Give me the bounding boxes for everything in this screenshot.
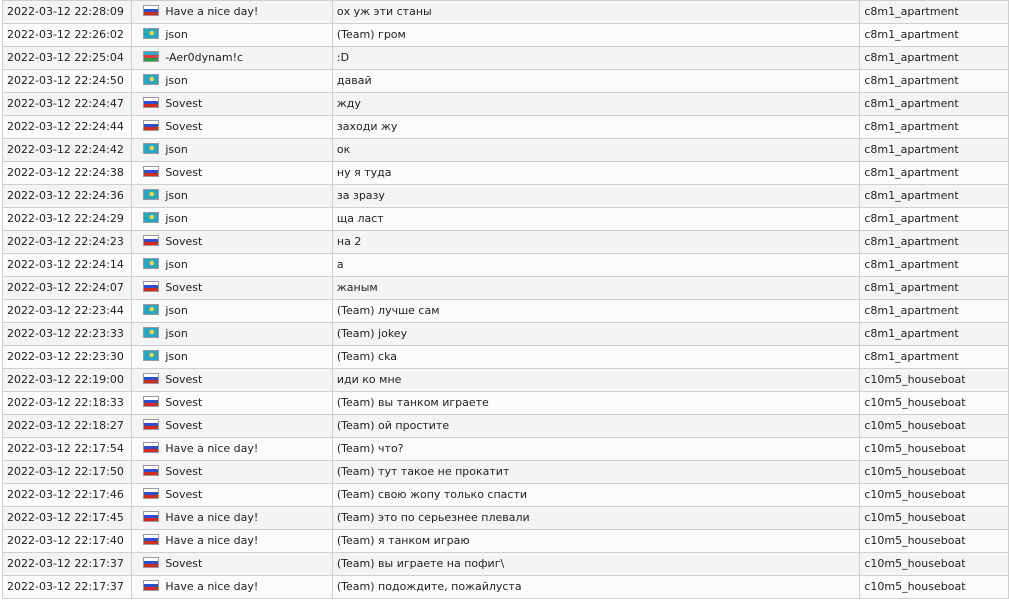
player-cell [132, 461, 333, 484]
timestamp-cell: 2022-03-12 22:19:00 [3, 369, 132, 392]
player-cell [132, 254, 333, 277]
table-row [3, 116, 1009, 139]
map-cell: c8m1_apartment [860, 185, 1009, 208]
russia-flag-icon [143, 5, 159, 16]
message-cell: ох уж эти станы [332, 1, 859, 24]
map-cell: c8m1_apartment [860, 208, 1009, 231]
table-row [3, 185, 1009, 208]
message-cell: (Team) тут такое не прокатит [332, 461, 859, 484]
russia-flag-icon [143, 511, 159, 522]
map-cell: c8m1_apartment [860, 300, 1009, 323]
timestamp-cell: 2022-03-12 22:23:33 [3, 323, 132, 346]
player-cell [132, 1, 333, 24]
player-name-link[interactable]: Have a nice day! [165, 534, 259, 547]
table-row [3, 507, 1009, 530]
timestamp-cell: 2022-03-12 22:25:04 [3, 47, 132, 70]
player-name-link[interactable]: Have a nice day! [165, 580, 259, 593]
russia-flag-icon [143, 442, 159, 453]
table-row [3, 1, 1009, 24]
table-row [3, 139, 1009, 162]
player-name-link[interactable]: json [165, 143, 188, 156]
player-cell [132, 438, 333, 461]
message-cell: за зразу [332, 185, 859, 208]
russia-flag-icon [143, 534, 159, 545]
kazakhstan-flag-icon [143, 28, 159, 39]
timestamp-cell: 2022-03-12 22:24:29 [3, 208, 132, 231]
kazakhstan-flag-icon [143, 327, 159, 338]
table-row [3, 162, 1009, 185]
russia-flag-icon [143, 488, 159, 499]
player-name-link[interactable]: Sovest [165, 235, 203, 248]
russia-flag-icon [143, 235, 159, 246]
player-cell [132, 116, 333, 139]
player-name-link[interactable]: json [165, 28, 188, 41]
player-cell [132, 415, 333, 438]
azerbaijan-flag-icon [143, 51, 159, 62]
map-cell: c8m1_apartment [860, 70, 1009, 93]
chat-log-table [2, 0, 1009, 599]
kazakhstan-flag-icon [143, 143, 159, 154]
player-name-link[interactable]: Have a nice day! [165, 442, 259, 455]
map-cell: c10m5_houseboat [860, 530, 1009, 553]
message-cell: (Team) гром [332, 24, 859, 47]
message-cell: (Team) это по серьезнее плевали [332, 507, 859, 530]
message-cell: (Team) вы играете на пофиг\ [332, 553, 859, 576]
player-name-link[interactable]: Sovest [165, 373, 203, 386]
russia-flag-icon [143, 120, 159, 131]
map-cell: c10m5_houseboat [860, 415, 1009, 438]
russia-flag-icon [143, 557, 159, 568]
player-cell [132, 70, 333, 93]
map-cell: c8m1_apartment [860, 323, 1009, 346]
russia-flag-icon [143, 281, 159, 292]
timestamp-cell: 2022-03-12 22:24:38 [3, 162, 132, 185]
timestamp-cell: 2022-03-12 22:24:42 [3, 139, 132, 162]
timestamp-cell: 2022-03-12 22:24:44 [3, 116, 132, 139]
message-cell: жду [332, 93, 859, 116]
player-name-link[interactable]: Sovest [165, 166, 203, 179]
map-cell: c10m5_houseboat [860, 484, 1009, 507]
map-cell: c8m1_apartment [860, 1, 1009, 24]
map-cell: c8m1_apartment [860, 47, 1009, 70]
timestamp-cell: 2022-03-12 22:24:07 [3, 277, 132, 300]
table-row [3, 24, 1009, 47]
kazakhstan-flag-icon [143, 258, 159, 269]
russia-flag-icon [143, 580, 159, 591]
message-cell: (Team) свою жопу только спасти [332, 484, 859, 507]
timestamp-cell: 2022-03-12 22:23:44 [3, 300, 132, 323]
kazakhstan-flag-icon [143, 350, 159, 361]
russia-flag-icon [143, 373, 159, 384]
message-cell: иди ко мне [332, 369, 859, 392]
player-name-link[interactable]: Sovest [165, 419, 203, 432]
player-name-link[interactable]: json [165, 327, 188, 340]
player-cell [132, 139, 333, 162]
timestamp-cell: 2022-03-12 22:24:50 [3, 70, 132, 93]
timestamp-cell: 2022-03-12 22:17:37 [3, 576, 132, 599]
russia-flag-icon [143, 419, 159, 430]
player-name-link[interactable]: json [165, 189, 188, 202]
kazakhstan-flag-icon [143, 304, 159, 315]
table-row [3, 346, 1009, 369]
russia-flag-icon [143, 465, 159, 476]
player-cell [132, 576, 333, 599]
message-cell: (Team) что? [332, 438, 859, 461]
player-cell [132, 530, 333, 553]
table-row [3, 47, 1009, 70]
player-name-link[interactable]: json [165, 74, 188, 87]
timestamp-cell: 2022-03-12 22:17:54 [3, 438, 132, 461]
chat-log-body [3, 1, 1009, 599]
map-cell: c8m1_apartment [860, 254, 1009, 277]
map-cell: c8m1_apartment [860, 346, 1009, 369]
table-row [3, 323, 1009, 346]
message-cell: давай [332, 70, 859, 93]
player-name-link[interactable]: Sovest [165, 557, 203, 570]
table-row [3, 277, 1009, 300]
player-name-link[interactable]: -Aer0dynam!c [165, 51, 244, 64]
message-cell: :D [332, 47, 859, 70]
timestamp-cell: 2022-03-12 22:18:33 [3, 392, 132, 415]
message-cell: ну я туда [332, 162, 859, 185]
player-cell [132, 323, 333, 346]
kazakhstan-flag-icon [143, 189, 159, 200]
message-cell: (Team) ой простите [332, 415, 859, 438]
player-cell [132, 392, 333, 415]
table-row [3, 530, 1009, 553]
table-row [3, 300, 1009, 323]
message-cell: (Team) cka [332, 346, 859, 369]
map-cell: c8m1_apartment [860, 93, 1009, 116]
player-cell [132, 47, 333, 70]
player-name-link[interactable]: Sovest [165, 281, 203, 294]
player-cell [132, 300, 333, 323]
timestamp-cell: 2022-03-12 22:17:46 [3, 484, 132, 507]
timestamp-cell: 2022-03-12 22:17:37 [3, 553, 132, 576]
player-name-link[interactable]: Sovest [165, 396, 203, 409]
map-cell: c8m1_apartment [860, 116, 1009, 139]
player-cell [132, 346, 333, 369]
player-cell [132, 162, 333, 185]
message-cell: (Team) я танком играю [332, 530, 859, 553]
table-row [3, 93, 1009, 116]
table-row [3, 553, 1009, 576]
player-cell [132, 369, 333, 392]
message-cell: ок [332, 139, 859, 162]
map-cell: c8m1_apartment [860, 24, 1009, 47]
message-cell: на 2 [332, 231, 859, 254]
timestamp-cell: 2022-03-12 22:28:09 [3, 1, 132, 24]
map-cell: c10m5_houseboat [860, 576, 1009, 599]
table-row [3, 369, 1009, 392]
player-name-link[interactable]: Sovest [165, 465, 203, 478]
table-row [3, 254, 1009, 277]
timestamp-cell: 2022-03-12 22:24:14 [3, 254, 132, 277]
message-cell: (Team) подождите, пожайлуста [332, 576, 859, 599]
russia-flag-icon [143, 166, 159, 177]
timestamp-cell: 2022-03-12 22:23:30 [3, 346, 132, 369]
map-cell: c8m1_apartment [860, 277, 1009, 300]
table-row [3, 484, 1009, 507]
player-name-link[interactable]: Sovest [165, 97, 203, 110]
player-name-link[interactable]: Sovest [165, 488, 203, 501]
table-row [3, 70, 1009, 93]
message-cell: жаным [332, 277, 859, 300]
message-cell: а [332, 254, 859, 277]
player-cell [132, 484, 333, 507]
timestamp-cell: 2022-03-12 22:24:23 [3, 231, 132, 254]
timestamp-cell: 2022-03-12 22:18:27 [3, 415, 132, 438]
map-cell: c10m5_houseboat [860, 392, 1009, 415]
player-name-link[interactable]: Sovest [165, 120, 203, 133]
russia-flag-icon [143, 97, 159, 108]
message-cell: (Team) jokey [332, 323, 859, 346]
player-name-link[interactable]: json [165, 350, 188, 363]
russia-flag-icon [143, 396, 159, 407]
map-cell: c10m5_houseboat [860, 369, 1009, 392]
table-row [3, 392, 1009, 415]
table-row [3, 208, 1009, 231]
timestamp-cell: 2022-03-12 22:17:50 [3, 461, 132, 484]
player-name-link[interactable]: json [165, 304, 188, 317]
table-row [3, 231, 1009, 254]
map-cell: c8m1_apartment [860, 162, 1009, 185]
player-cell [132, 507, 333, 530]
timestamp-cell: 2022-03-12 22:26:02 [3, 24, 132, 47]
map-cell: c10m5_houseboat [860, 438, 1009, 461]
player-cell [132, 93, 333, 116]
player-cell [132, 208, 333, 231]
message-cell: заходи жу [332, 116, 859, 139]
message-cell: (Team) вы танком играете [332, 392, 859, 415]
table-row [3, 438, 1009, 461]
map-cell: c10m5_houseboat [860, 553, 1009, 576]
timestamp-cell: 2022-03-12 22:24:36 [3, 185, 132, 208]
player-cell [132, 185, 333, 208]
player-name-link[interactable]: json [165, 212, 188, 225]
player-name-link[interactable]: Have a nice day! [165, 5, 259, 18]
table-row [3, 576, 1009, 599]
player-cell [132, 231, 333, 254]
map-cell: c10m5_houseboat [860, 461, 1009, 484]
player-cell [132, 277, 333, 300]
player-cell [132, 24, 333, 47]
timestamp-cell: 2022-03-12 22:17:45 [3, 507, 132, 530]
table-row [3, 415, 1009, 438]
timestamp-cell: 2022-03-12 22:24:47 [3, 93, 132, 116]
message-cell: ща ласт [332, 208, 859, 231]
kazakhstan-flag-icon [143, 212, 159, 223]
map-cell: c8m1_apartment [860, 231, 1009, 254]
player-cell [132, 553, 333, 576]
kazakhstan-flag-icon [143, 74, 159, 85]
map-cell: c8m1_apartment [860, 139, 1009, 162]
map-cell: c10m5_houseboat [860, 507, 1009, 530]
table-row [3, 461, 1009, 484]
player-name-link[interactable]: json [165, 258, 188, 271]
message-cell: (Team) лучше сам [332, 300, 859, 323]
timestamp-cell: 2022-03-12 22:17:40 [3, 530, 132, 553]
player-name-link[interactable]: Have a nice day! [165, 511, 259, 524]
